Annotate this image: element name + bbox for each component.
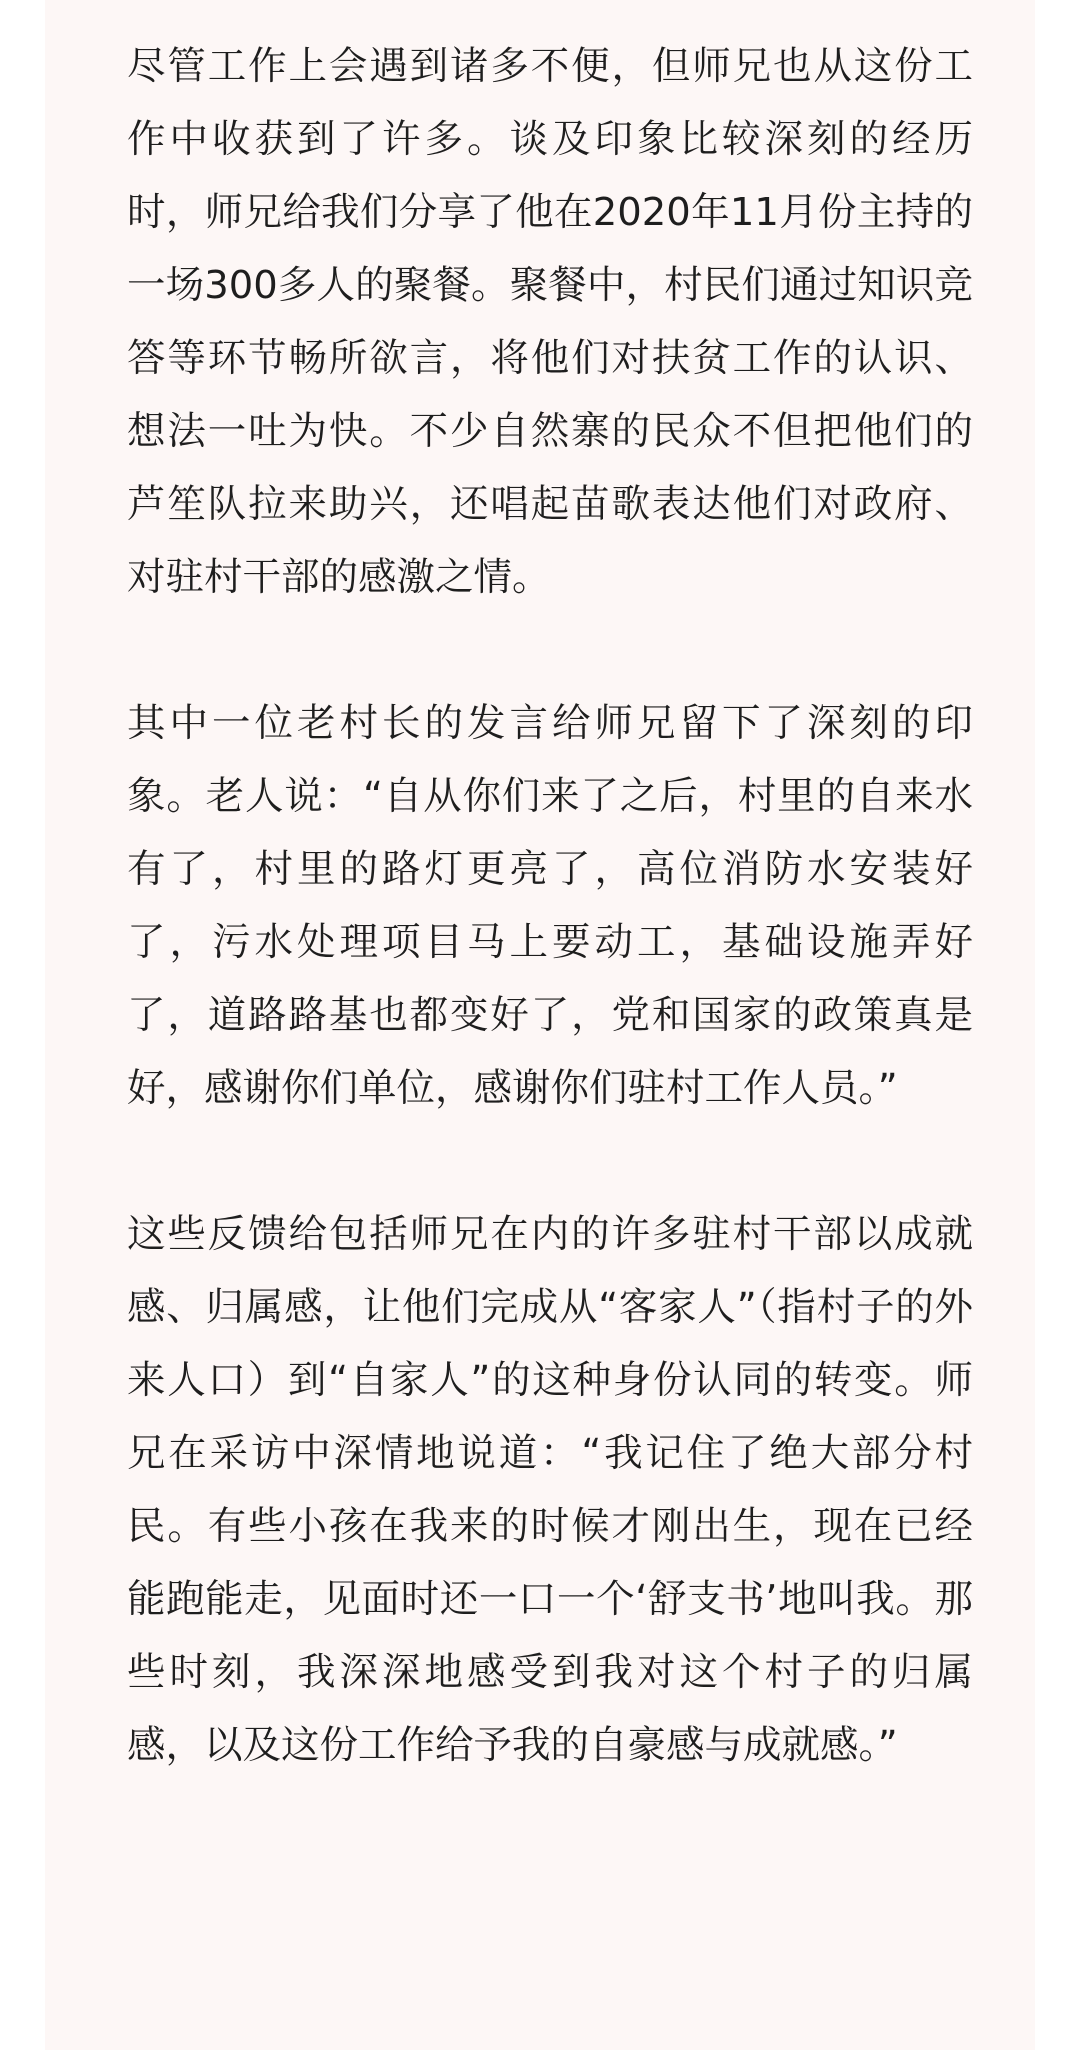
article-body bbox=[127, 30, 973, 1782]
paragraph-3: 这些反馈给包括师兄在内的许多驻村干部以成就感、归属感，让他们完成从“客家人”（指村子的外来人口）到“自家人”的这种身份认同的转变。师兄在采访中深情地说道：“我记住了绝大部分村民。有些小孩在我来的时候才刚出生，现在已经能跑能走，见面时还一口一个‘舒支书’地叫我。那些时刻，我深深地感受到我对这个村子的归属感，以及这份工作给予我的自豪感与成就感。” bbox=[127, 1212, 973, 1768]
article-page bbox=[45, 0, 1035, 2050]
paragraph-2: 其中一位老村长的发言给师兄留下了深刻的印象。老人说：“自从你们来了之后，村里的自来水有了，村里的路灯更亮了，高位消防水安装好了，污水处理项目马上要动工，基础设施弄好了，道路路基也都变好了，党和国家的政策真是好，感谢你们单位，感谢你们驻村工作人员。” bbox=[127, 701, 973, 1111]
paragraph-1: 尽管工作上会遇到诸多不便，但师兄也从这份工作中收获到了许多。谈及印象比较深刻的经历时，师兄给我们分享了他在2020年11月份主持的一场300多人的聚餐。聚餐中，村民们通过知识竞答等环节畅所欲言，将他们对扶贫工作的认识、想法一吐为快。不少自然寨的民众不但把他们的芦笙队拉来助兴，还唱起苗歌表达他们对政府、对驻村干部的感激之情。 bbox=[127, 44, 973, 600]
